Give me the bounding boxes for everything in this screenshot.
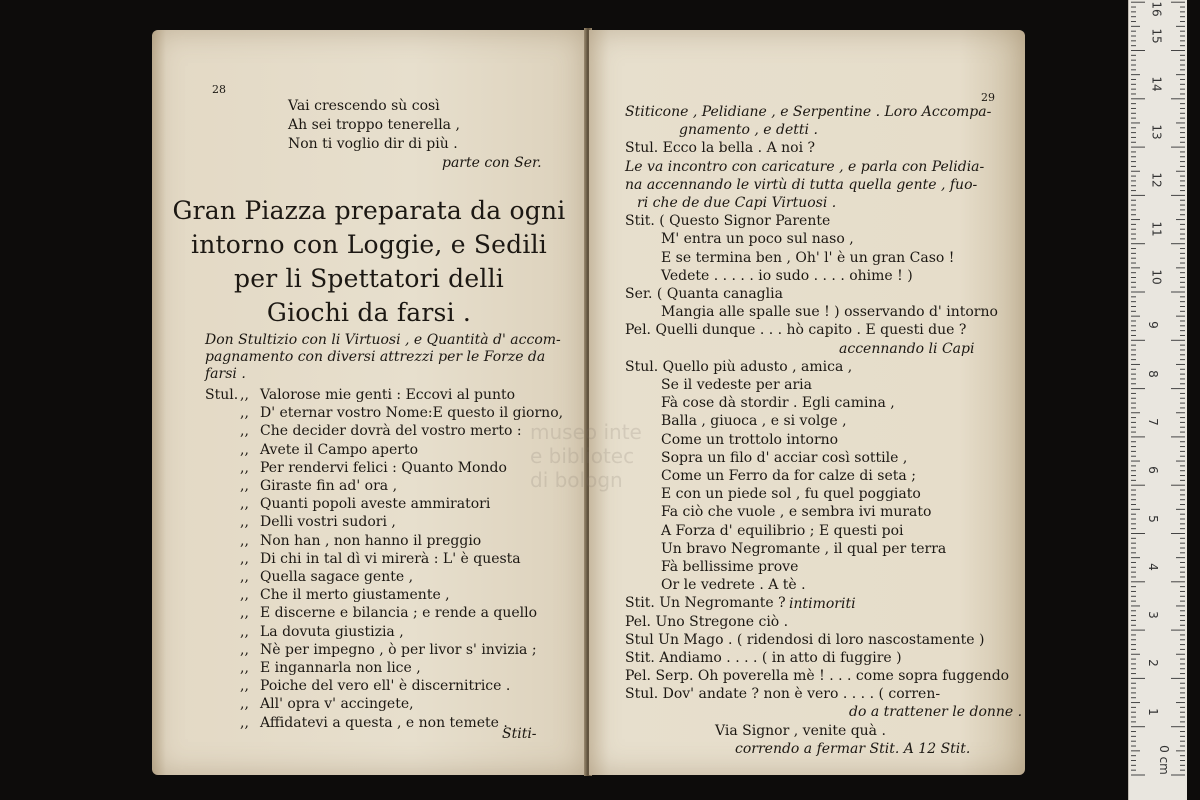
scene-heading: intorno con Loggie, e Sedili [191, 230, 547, 259]
ruler-number: 1 [1145, 707, 1160, 716]
watermark-line: museo inte [530, 420, 642, 444]
text-line: Fa ciò che vuole , e sembra ivi murato [661, 504, 932, 521]
speech-line: Avete il Campo aperto [260, 441, 419, 458]
text-line: gnamento , e detti . [679, 122, 818, 139]
speech-line: Giraste fin ad' ora , [260, 478, 398, 494]
ruler-number: 5 [1145, 514, 1160, 523]
text-line: Sopra un filo d' acciar così sottile , [661, 449, 908, 466]
quote-mark: ,, [240, 387, 249, 403]
ruler-number: 2 [1145, 659, 1160, 668]
ruler-number: 0 cm [1156, 745, 1171, 775]
scene-heading: Gran Piazza preparata da ogni [172, 196, 566, 225]
speech-line: D' eternar vostro Nome:E questo il giorno, [260, 405, 564, 422]
speech-line: Quella sagace gente , [260, 569, 414, 585]
text-line: A Forza d' equilibrio ; E questi poi [661, 522, 904, 539]
left-page [152, 30, 586, 775]
text-line: Stiticone , Pelidiane , e Serpentine . Loro Accompa- [625, 104, 992, 120]
quote-mark: ,, [240, 605, 249, 622]
text-line: Or le vedrete . A tè . [661, 577, 806, 594]
quote-mark: ,, [240, 587, 249, 604]
ruler-number: 16 [1149, 1, 1164, 17]
page-number: 28 [212, 83, 226, 96]
stage-direction: parte con Ser. [442, 155, 542, 171]
ruler-number: 8 [1145, 369, 1160, 378]
text-line: accennando li Capi [839, 340, 975, 357]
scene-heading: per li Spettatori delli [234, 264, 504, 293]
text-line: Come un trottolo intorno [661, 431, 839, 448]
text-line: Fà cose dà stordir . Egli camina , [661, 395, 895, 412]
text-line: Pel. Quelli dunque . . . hò capito . E questi due ? [625, 322, 967, 339]
verse-line: Vai crescendo sù così [288, 98, 440, 114]
right-page [589, 30, 1025, 775]
quote-mark: ,, [240, 514, 249, 531]
ruler-number: 9 [1145, 321, 1160, 330]
stage-direction: farsi . [205, 366, 246, 382]
speech-line: Che il merto giustamente , [260, 587, 450, 604]
watermark-line: e bibliotec [530, 444, 635, 468]
speech-line: Nè per impegno , ò per livor s' invizia ; [260, 641, 537, 658]
speech-line: La dovuta giustizia , [260, 623, 404, 640]
text-line: Balla , giuoca , e si volge , [661, 413, 847, 430]
text-line: Via Signor , venite quà . [715, 722, 886, 739]
speech-line: Poiche del vero ell' è discernitrice . [260, 678, 511, 695]
quote-mark: ,, [240, 532, 249, 549]
quote-mark: ,, [240, 623, 249, 640]
text-line: Le va incontro con caricature , e parla con Pelidia- [625, 158, 985, 175]
text-line: M' entra un poco sul naso , [661, 231, 854, 248]
text-line: Stul. Ecco la bella . A noi ? [625, 140, 816, 157]
scene-heading: Giochi da farsi . [266, 298, 472, 327]
text-line: ri che de due Capi Virtuosi . [637, 195, 837, 211]
speech-line: Delli vostri sudori , [260, 514, 396, 531]
ruler-number: 6 [1145, 466, 1160, 475]
speech-line: Non han , non hanno il preggio [260, 532, 482, 549]
ruler-ticks [1129, 0, 1187, 800]
quote-mark: ,, [240, 660, 249, 676]
text-line: Pel. Serp. Oh poverella mè ! . . . come sopra fuggendo [625, 668, 1010, 685]
speech-line: All' opra v' accingete, [260, 696, 414, 713]
text-line: Stul. Dov' andate ? non è vero . . . . ( corren- [625, 686, 941, 703]
text-line: na accennando le virtù di tutta quella gente , fuo- [625, 176, 978, 193]
ruler-number: 14 [1149, 76, 1164, 92]
catchword: Stiti- [502, 726, 537, 742]
ruler-number: 12 [1149, 172, 1164, 189]
text-line: do a trattener le donne . [849, 704, 1023, 721]
speech-line: E discerne e bilancia ; e rende a quello [260, 605, 538, 622]
text-line: correndo a fermar Stit. A 12 Stit. [735, 740, 971, 757]
text-line: Come un Ferro da for calze di seta ; [661, 468, 916, 484]
speech-line: Di chi in tal dì vi mirerà : L' è questa [260, 550, 521, 567]
text-line: Pel. Uno Stregone ciò . [625, 613, 789, 630]
quote-mark: ,, [240, 405, 249, 422]
ruler-number: 3 [1145, 611, 1160, 619]
ruler-number: 13 [1149, 124, 1164, 140]
speech-line: Quanti popoli aveste ammiratori [260, 496, 491, 513]
ruler-number: 15 [1149, 27, 1164, 44]
text-line: Mangia alle spalle sue ! ) osservando d' intorno [661, 304, 998, 321]
text-line: Stit. Andiamo . . . . ( in atto di fuggire ) [625, 650, 902, 666]
text-line: E con un piede sol , fu quel poggiato [661, 486, 921, 503]
quote-mark: ,, [240, 550, 249, 567]
speech-line: Che decider dovrà del vostro merto : [260, 423, 522, 440]
quote-mark: ,, [240, 714, 249, 731]
stage-direction: Don Stultizio con li Virtuosi , e Quantità d' accom- [205, 332, 561, 348]
stage-direction: pagnamento con diversi attrezzi per le Forze da [205, 349, 546, 365]
quote-mark: ,, [240, 459, 249, 476]
quote-mark: ,, [240, 441, 249, 458]
ruler-number: 7 [1145, 418, 1160, 426]
speech-line: Affidatevi a questa , e non temete . [260, 714, 508, 731]
quote-mark: ,, [240, 478, 249, 494]
text-line: Stul Un Mago . ( ridendosi di loro nascostamente ) [625, 631, 985, 648]
text-line: Stit. ( Questo Signor Parente [625, 213, 831, 230]
quote-mark: ,, [240, 496, 249, 513]
quote-mark: ,, [240, 569, 249, 585]
quote-mark: ,, [240, 641, 249, 658]
speech-line: E ingannarla non lice , [260, 660, 421, 676]
text-line: E se termina ben , Oh' l' è un gran Caso ! [661, 249, 955, 266]
text-line: Stit. Un Negromante ? [625, 595, 786, 612]
measurement-ruler [1128, 0, 1187, 800]
watermark [530, 420, 660, 492]
quote-mark: ,, [240, 423, 249, 440]
verse-line: Non ti voglio dir di più . [288, 136, 458, 152]
text-line: Stul. Quello più adusto , amica , [625, 358, 853, 375]
text-line: Fà bellissime prove [661, 559, 799, 575]
watermark-line: di bologn [530, 468, 623, 492]
verse-line: Ah sei troppo tenerella , [288, 117, 460, 133]
ruler-number: 4 [1145, 562, 1160, 571]
text-line: Se il vedeste per aria [661, 377, 812, 393]
speaker-label: Stul. [205, 387, 239, 403]
stage-direction-aside: intimoriti [789, 596, 856, 612]
speech-line: Valorose mie genti : Eccovi al punto [260, 387, 516, 403]
text-line: Ser. ( Quanta canaglia [625, 286, 783, 302]
text-line: Un bravo Negromante , il qual per terra [661, 540, 947, 557]
quote-mark: ,, [240, 696, 249, 713]
speech-line: Per rendervi felici : Quanto Mondo [260, 459, 507, 476]
page-number: 29 [981, 91, 995, 104]
text-line: Vedete . . . . . io sudo . . . . ohime ! ) [661, 267, 913, 284]
ruler-number: 11 [1149, 221, 1164, 237]
quote-mark: ,, [240, 678, 249, 695]
ruler-number: 10 [1149, 269, 1164, 285]
